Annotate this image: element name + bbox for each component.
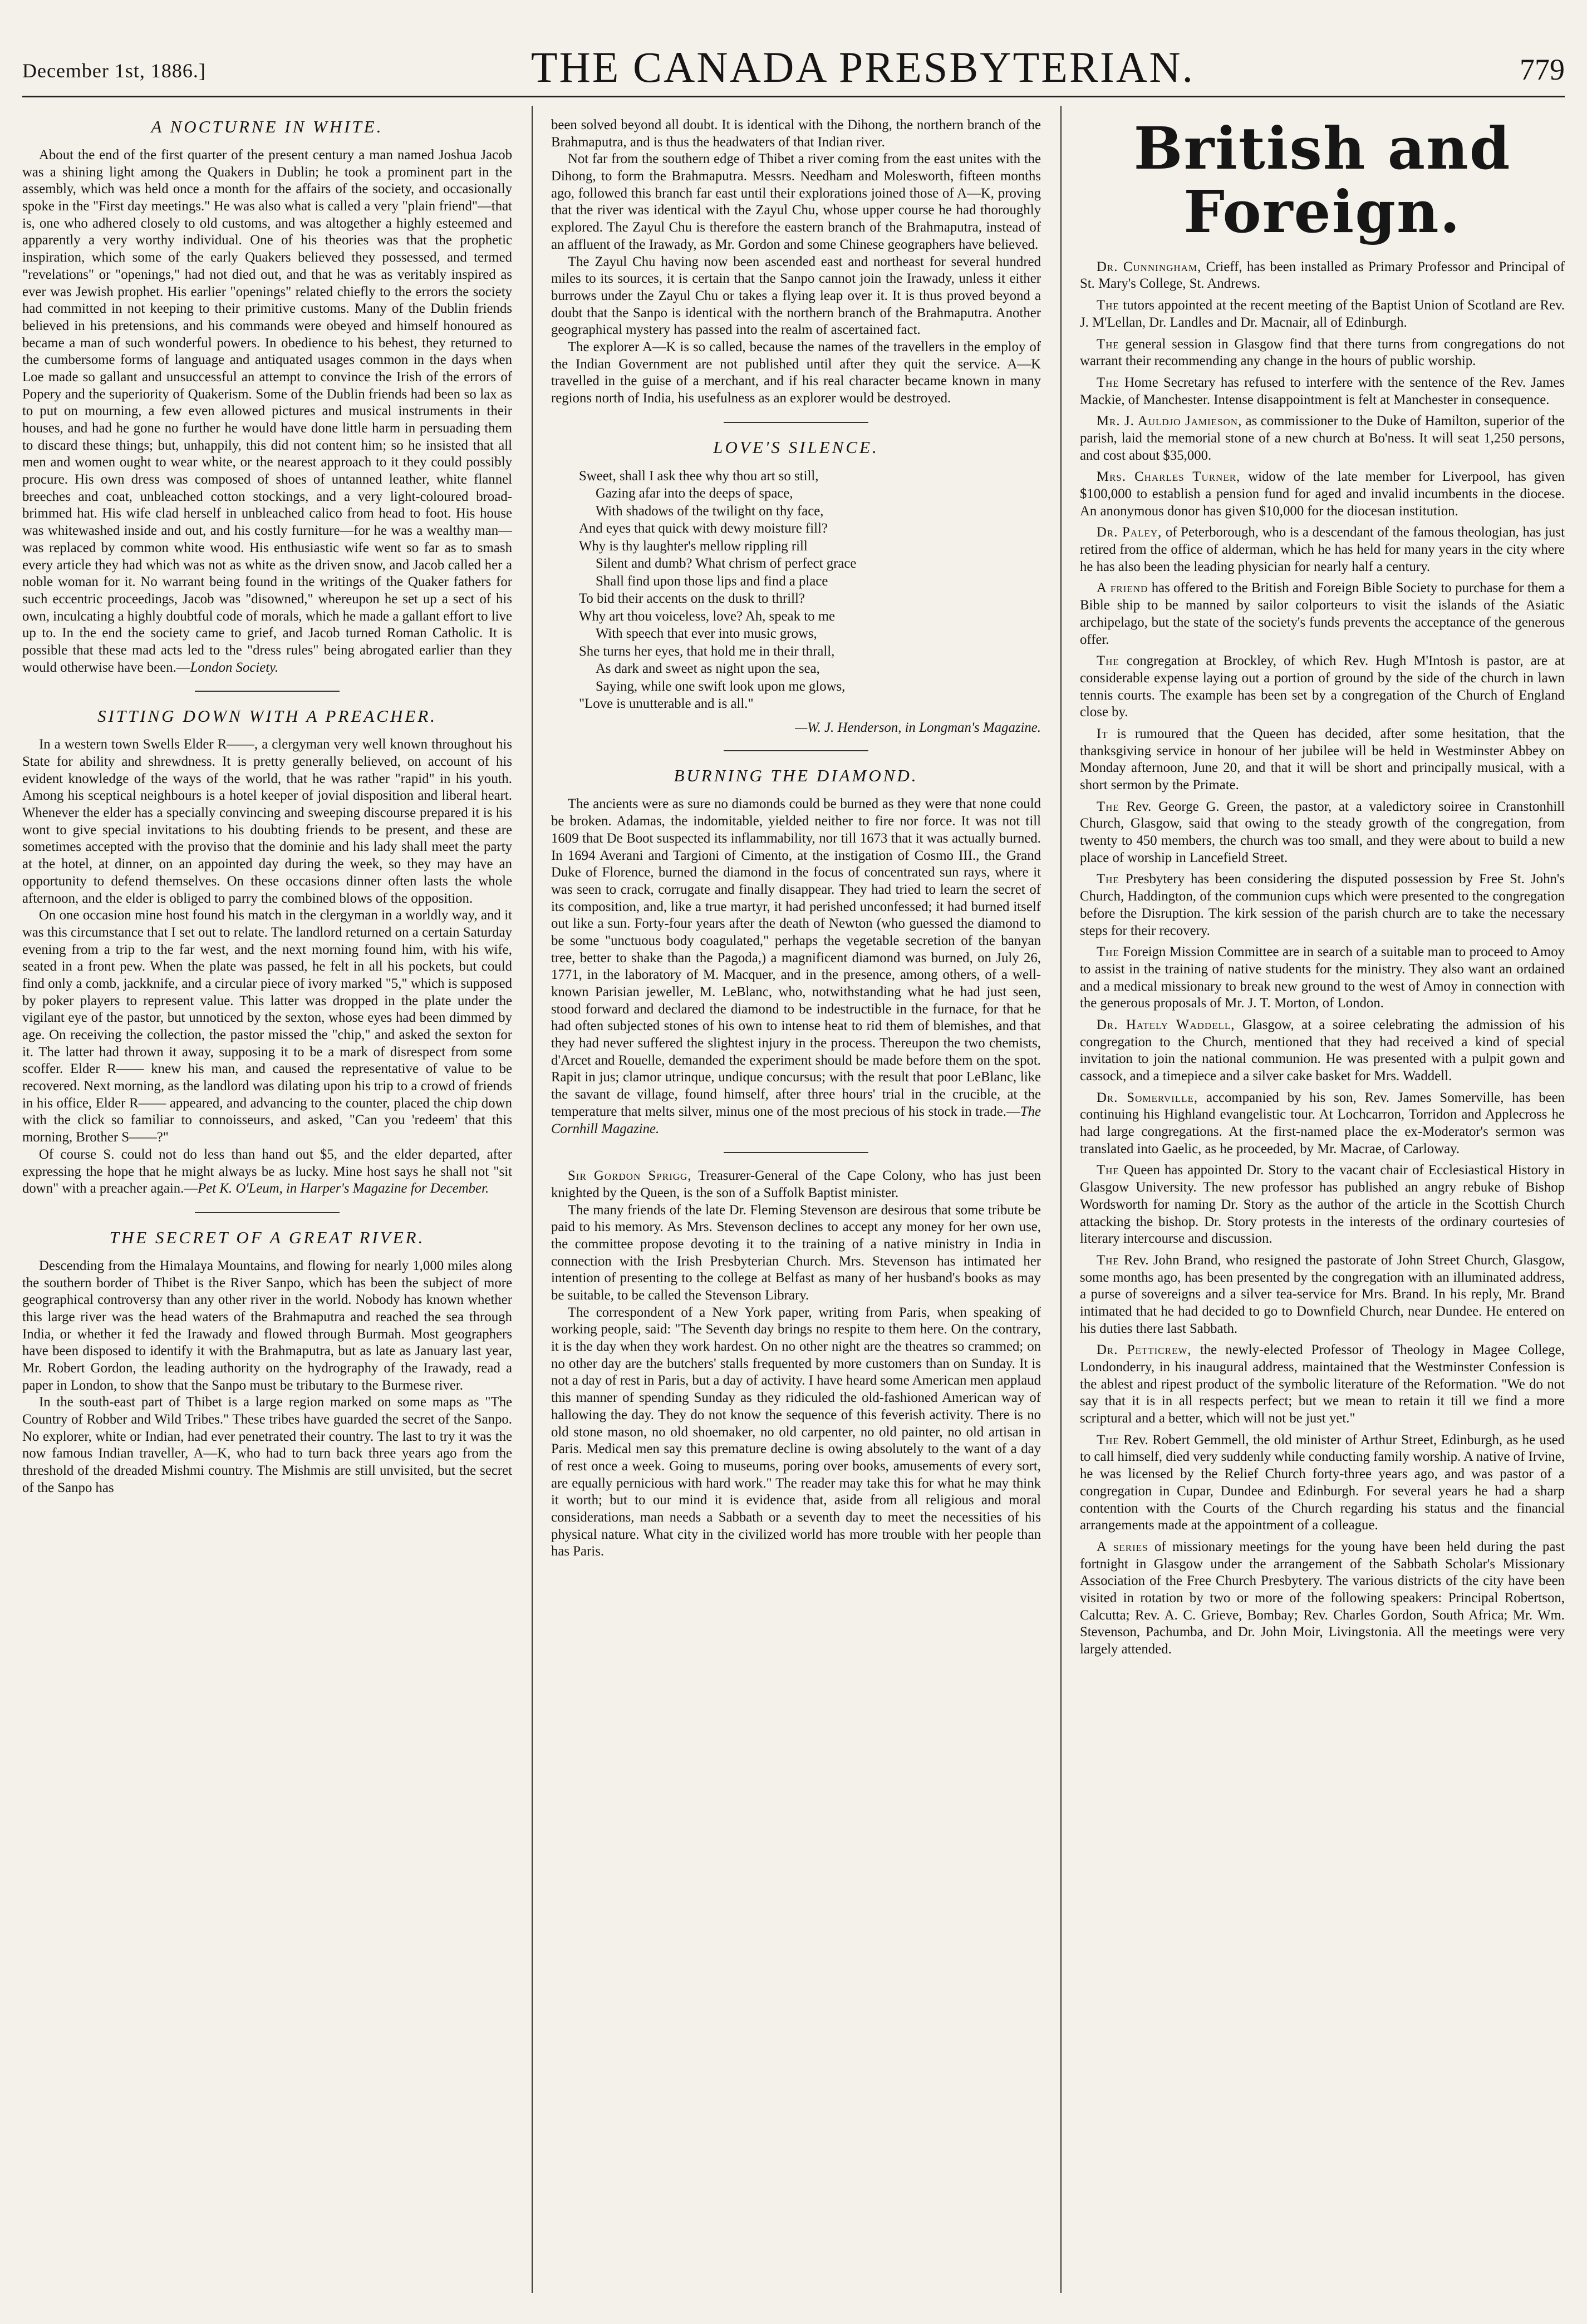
poem-line: With shadows of the twilight on thy face, [596,503,824,519]
article-paragraph [551,796,1041,1138]
article-source: London Society. [190,659,279,675]
column-3 [1080,117,1565,2287]
paragraph-text: Of course S. could not do less than hand out $5, and the elder departed, after expressing the hope that he might always be as lucky. Mine host says he shall not "sit down" with a preacher again.— [22,1146,512,1197]
newspaper-title: THE CANADA PRESBYTERIAN. [530,43,1195,91]
article-divider [195,691,340,692]
news-item [1080,1539,1565,1658]
news-item-lead: Dr. Somerville, [1097,1090,1198,1105]
article-paragraph: Not far from the southern edge of Thibet a river coming from the east unites with the Dihong, to form the Brahmaputra. Messrs. Needham and Molesworth, fifteen months ago, followed this branch far east until their explorations joined those of A—K, proving that the river was identical with the Zayul Chu, whose upper course he had thoroughly explored. The Zayul Chu is therefore the eastern branch of the Brahmaputra, instead of an affluent of the Irawady, as Mr. Gordon and some Chinese geographers have believed. [551,151,1041,252]
news-item [1080,1090,1565,1158]
poem [579,467,1041,713]
poem-line: With speech that ever into music grows, [596,626,817,642]
news-item [1080,726,1565,794]
news-item-lead: The [1097,944,1119,960]
article-paragraph: In the south-east part of Thibet is a large region marked on some maps as "The Country of Robber and Wild Tribes." These tribes have guarded the secret of the Sanpo. No explorer, white or Indian, had ever penetrated their country. The last to try it was the now famous Indian traveller, A—K, who had to turn back three years ago from the threshold of the dreaded Mishmi country. The Mishmis are still unvisited, but the secret of the Sanpo has [22,1395,512,1495]
paragraph-text: has offered to the British and Foreign Bible Society to purchase for them a Bible ship to be manned by sailor colporteurs to visit the islands of the Asiatic archipelago, but the state of the society's funds prevents the acceptance of the generous offer. [1080,580,1565,647]
article-divider [724,750,868,751]
column-rule [1060,106,1062,2293]
poem-line: She turns her eyes, that hold me in their thrall, [579,643,835,659]
poem-heading: LOVE'S SILENCE. [713,437,879,457]
poem-line: Sweet, shall I ask thee why thou art so still, [579,468,819,484]
paragraph-text: is rumoured that the Queen has decided, after some hesitation, that the thanksgiving service in honour of her jubilee will be held in Westminster Abbey on Monday afternoon, June 20, and that it will be short and principally musical, with a short sermon by the Primate. [1080,726,1565,793]
section-heading: British and Foreign. [1133,117,1511,247]
news-item-lead: The [1097,1163,1119,1178]
article-paragraph [22,1146,512,1198]
article-divider [724,422,868,423]
paragraph-text: Rev. Robert Gemmell, the old minister of Arthur Street, Edinburgh, as he used to call himself, died very suddenly while conducting family worship. A native of Irvine, he was licensed by the Relief Church forty-three years ago, and was pastor of a congregation in Cupar, Dundee and Edinburgh. For several years he had a sharp contention with the Courts of the Church regarding his status and the financial arrangements made at the appointment of a colleague. [1080,1432,1565,1533]
news-item: The many friends of the late Dr. Fleming Stevenson are desirous that some tribute be paid to his memory. As Mrs. Stevenson declines to accept any money for her own use, the committee propose devoting it to the training of a native ministry in India in connection with the Irish Presbyterian Church. Mrs. Stevenson has intimated her intention of presenting to the college at Belfast as many of her husband's books as may be suitable, to be called the Stevenson Library. [551,1202,1041,1303]
news-item-lead: The [1097,653,1119,669]
poem-line: Gazing afar into the deeps of space, [596,486,793,501]
paragraph-text: tutors appointed at the recent meeting of the Baptist Union of Scotland are Rev. J. M'Lellan, Dr. Landles and Dr. Macnair, all of Edinburgh. [1080,298,1565,330]
paragraph-text: Rev. John Brand, who resigned the pastorate of John Street Church, Glasgow, some months ago, has been presented by the congregation with an illuminated address, a purse of sovereigns and a silver tea-service for Mrs. Brand. In his reply, Mr. Brand intimated that he had decided to go to Downfield Church, near Dundee. He entered on his duties there last Sabbath. [1080,1252,1565,1336]
issue-date: December 1st, 1886.] [22,60,206,82]
article-heading: SITTING DOWN WITH A PREACHER. [97,706,437,726]
news-item [1080,297,1565,331]
column-rule [532,106,533,2293]
poem-line: Why art thou voiceless, love? Ah, speak to me [579,608,836,624]
news-item [1080,871,1565,939]
poem-line: To bid their accents on the dusk to thrill? [579,591,805,607]
news-item [1080,799,1565,867]
news-item [1080,469,1565,520]
paragraph-text: congregation at Brockley, of which Rev. Hugh M'Intosh is pastor, are at considerable expense laying out a portion of ground by the side of the church in lawn tennis courts. The example has been set by a congregation of the Church of England close by. [1080,653,1565,720]
paragraph-text: Crieff, has been installed as Primary Professor and Principal of St. Mary's College, St. Andrews. [1080,259,1565,292]
news-items [1080,259,1565,1658]
news-item [1080,336,1565,370]
news-item [1080,375,1565,408]
news-item-lead: The [1097,336,1119,352]
news-item [551,1168,1041,1202]
news-item-lead: A series [1097,1539,1148,1554]
article-paragraph: The Zayul Chu having now been ascended east and northeast for several hundred miles to its sources, it is certain that the Sanpo cannot join the Irawady, unless it either burrows under the Zayul Chu or takes a flying leap over it. It is thus proved beyond a doubt that the Sanpo is identical with the northern branch of the Brahmaputra. Another geographical mystery has passed into the realm of ascertained fact. [551,254,1041,338]
article-source: Pet K. O'Leum, in Harper's Magazine for December. [198,1181,489,1197]
article-heading: A NOCTURNE IN WHITE. [151,117,384,136]
news-item [1080,944,1565,1012]
news-item-lead: The [1097,298,1119,313]
article-paragraph [22,147,512,676]
news-item-lead: Dr. Petticrew, [1097,1342,1192,1358]
paragraph-text: Queen has appointed Dr. Story to the vacant chair of Ecclesiastical History in Glasgow University. The new professor has published an angry rebuke of Bishop Wordsworth for naming Dr. Story as the author of the article in the Scottish Church attacking the bishop. Dr. Story protests in the interests of the ordinary courtesies of literary intercourse and discussion. [1080,1163,1565,1247]
paragraph-text: Glasgow, at a soiree celebrating the admission of his congregation to the Church, mentioned that they had received a kind of special invitation to join the national communion. He was presented with a pulpit gown and cassock, and a timepiece and a silver cake basket for Mrs. Waddell. [1080,1017,1565,1084]
news-item-lead: Dr. Paley, [1097,525,1162,540]
paragraph-text: Foreign Mission Committee are in search of a suitable man to proceed to Amoy to assist in the training of native students for the ministry. They also want an ordained and a medical missionary to break new ground to the west of Amoy in connection with the generous proposals of Mr. J. T. Morton, of London. [1080,944,1565,1011]
paragraph-text: Presbytery has been considering the disputed possession by Free St. John's Church, Haddington, of the communion cups which were presented to the congregation before the Disruption. The kirk session of the parish church are to take the necessary steps for their recovery. [1080,872,1565,938]
column-1 [22,117,512,2287]
article-source: The Cornhill Magazine. [551,1104,1041,1136]
page-number: 779 [1519,53,1565,86]
poem-line: Why is thy laughter's mellow rippling rill [579,538,808,554]
news-item: The correspondent of a New York paper, writing from Paris, when speaking of working people, said: "The Seventh day brings no respite to them here. On the contrary, it is the day when they work hardest. On no other night are the theatres so crammed; on no other day are the butchers' stalls frequented by more customers than on Sunday. It is not a day of rest in Paris, but a day of activity. I have heard some American men applaud this manner of spending Sunday as they ridiculed the old-fashioned American way of hallowing the day. They do not know the sequence of this feverish activity. There is no old stone mason, no old shoemaker, no old carpenter, no old painter, no old artisan in Paris. Medical men say this premature decline is owing absolutely to the want of a day of rest once a week. Going to museums, poring over books, amusements of every sort, are equally pernicious with hard work." The reader may take this for what he may think it worth; but to our mind it is evidence that, aside from all religious and moral considerations, man needs a Sabbath or a seventh day to meet the necessities of his physical nature. What city in the civilized world has more trouble with her people than has Paris. [551,1304,1041,1559]
news-item-lead: Dr. Cunningham, [1097,259,1202,274]
news-item-lead: The [1097,1252,1119,1268]
news-item [1080,524,1565,575]
news-item-lead: Mr. J. Auldjo Jamieson, [1097,413,1242,429]
poem-line: Saying, while one swift look upon me glows, [596,678,846,694]
news-item-lead: Sir Gordon Sprigg, [568,1168,692,1184]
news-item [1080,1252,1565,1337]
paragraph-text: Home Secretary has refused to interfere with the sentence of the Rev. James Mackie, of Manchester. Intense disappointment is felt at Manchester in consequence. [1080,375,1565,407]
news-item [1080,259,1565,293]
news-item-lead: The [1097,799,1119,814]
poem-line: "Love is unutterable and is all." [579,696,754,711]
news-item [1080,1342,1565,1427]
newspaper-page [22,22,1565,2302]
news-item-lead: The [1097,872,1119,887]
column-2 [551,117,1041,2287]
paragraph-text: accompanied by his son, Rev. James Somerville, has been continuing his Highland evangelistic tour. At Lochcarron, Torridon and Applecross he had large congregations. At the first-named place the ex-Moderator's sermon was translated into Gaelic, as he proceeded, by Mr. Macrae, of Carloway. [1080,1090,1565,1156]
article-paragraph: been solved beyond all doubt. It is identical with the Dihong, the northern branch of the Brahmaputra, and is thus the headwaters of that Indian river. [551,117,1041,150]
news-item [1080,580,1565,648]
news-item-lead: It [1097,726,1108,741]
news-item [1080,1017,1565,1085]
paragraph-text: The ancients were as sure no diamonds could be burned as they were that none could be broken. Adamas, the indomitable, yielded neither to fire nor force. It was not till 1609 that De Boot suspected its inflammability, nor till 1673 that it was actually burned. In 1694 Averani and Targioni of Cimento, at the instigation of Cosmo III., the Grand Duke of Florence, burned the diamond in the focus of concentrated sun rays, where it was seen to crack, corrugate and finally disappear. They had tried to learn the secret of its composition, and, like a true martyr, it had perished unconfessed; it had burned itself out like a sun. Forty-four years after the death of Newton (who guessed the diamond to be some "unctuous body coagulated," perhaps the vegetable secretion of the banyan tree, better to shake than the Pagoda,) a magnificent diamond was burned, on July 26, 1771, in the laboratory of M. Macquer, and in the presence, among others, of a well-known Parisian jeweller, M. LeBlanc, who, notwithstanding what he had just seen, stood forward and declared the diamond to be indestructible in the furnace, for that he had often subjected stones of his own to intense heat to rid them of blemishes, and that they had never suffered the slightest injury in the process. Thereupon the two chemists, d'Arcet and Rouelle, demanded the experiment should be made before them on the spot. Rapit in jus; clamor utrinque, undique concursus; with the result that poor LeBlanc, like the savant de village, found himself, after three hours' trial in the crucible, at the temperature that melts silver, minus one of the most precious of his stock in trade.— [551,796,1041,1119]
paragraph-text: the newly-elected Professor of Theology in Magee College, Londonderry, in his inaugural address, maintained that the Westminster Confession is the ablest and ripest product of the symbolic literature of the Reformation. "We do not say that it is in all respects perfect; but we mean to retain it till we find a more scriptural and a better, which will not be just yet." [1080,1342,1565,1426]
news-item [1080,1432,1565,1534]
article-paragraph: The explorer A—K is so called, because the names of the travellers in the employ of the Indian Government are not published until after they quit the service. A—K travelled in the guise of a merchant, and if his real character became known in many regions north of India, his usefulness as an explorer would be destroyed. [551,339,1041,406]
news-item-lead: Mrs. Charles Turner, [1097,469,1241,485]
news-item-lead: The [1097,375,1119,390]
poem-line: Silent and dumb? What chrism of perfect grace [596,556,857,572]
poem-attribution: —W. J. Henderson, in Longman's Magazine. [795,720,1041,736]
poem-line: And eyes that quick with dewy moisture fill? [579,521,828,536]
paragraph-text: of missionary meetings for the young have been held during the past fortnight in Glasgow under the arrangement of the Sabbath Scholar's Missionary Association of the Free Church Presbytery. The various districts of the city have been visited in rotation by two or more of the following speakers: Principal Robertson, Calcutta; Rev. A. C. Grieve, Bombay; Rev. Charles Gordon, South Africa; Mr. Wm. Stevenson, Pachumba, and Dr. John Moir, Livingstonia. All the meetings were very largely attended. [1080,1539,1565,1657]
news-item [1080,1162,1565,1247]
news-item-lead: A friend [1097,580,1148,596]
paragraph-text: About the end of the first quarter of the present century a man named Joshua Jacob was a shining light among the Quakers in Dublin; he took a prominent part in the assembly, which was held once a month for the affairs of the society, and occasionally spoke in the "First day meetings." He was also what is called a very "plain friend"—that is, one who adhered closely to old customs, and was altogether a highly esteemed and apparently a very worthy individual. One of his theories was that the prophetic inspiration, which some of the early Quakers believed they possessed, and termed "revelations" or "openings," had not died out, and that he was as veritably inspired as ever was Jewish prophet. His earlier "openings" related chiefly to the errors the society had committed in not keeping to their primitive customs. Many of the Dublin friends believed in his pretensions, and his commands were obeyed and himself honoured as became a man of such wonderful powers. In obedience to his behest, they returned to the cumbersome forms of language and antiquated usages common in the days when Loe made so gallant and unsuccessful an attempt to convince the Irish of the errors of Popery and the superiority of Quakerism. Some of the Dublin friends had been so lax as to put on mourning, a few even allowed pictures and musical instruments in their houses, and had he gone no further he would have done little harm in persuading them to discard these things; but, unhappily, this did not content him; so he insisted that all men and women ought to wear white, or the nearest approach to it they could possibly procure. His own dress was composed of shoes of untanned leather, white flannel breeches and coat, unbleached cotton stockings, and a very light-coloured broad-brimmed hat. His wife clad herself in unbleached calico from head to foot. His house was whitewashed inside and out, and his costly furniture—for he was a wealthy man—was replaced by common white wood. His enthusiastic wife went so far as to smash every article they had which was not as white as the driven snow, and Jacob called her a noble woman for it. No warrant being found in the writings of the Quaker fathers for such eccentric proceedings, Jacob was "disowned," whereupon he set up a sect of his own, inculcating a highly doubtful code of morals, which he made a gallant effort to live up to. In the end the society came to grief, and Jacob turned Roman Catholic. It is possible that these mad acts led to the "dress rules" being abrogated earlier than they would otherwise have been.— [22,147,512,675]
paragraph-text: general session in Glasgow find that there turns from congregations do not warrant their recommending any change in the hours of public worship. [1080,336,1565,369]
news-item [1080,653,1565,721]
paragraph-text: as commissioner to the Duke of Hamilton, superior of the parish, laid the memorial stone of a new church at Bo'ness. It will seat 1,250 persons, and cost about $35,000. [1080,413,1565,463]
article-heading: BURNING THE DIAMOND. [674,766,918,786]
news-item-lead: The [1097,1432,1119,1447]
article-heading: THE SECRET OF A GREAT RIVER. [109,1227,425,1247]
paragraph-text: of Peterborough, who is a descendant of the famous theologian, has just retired from the office of alderman, which he has held for many years in the city where he has also been the leading physician for nearly half a century. [1080,525,1565,574]
article-paragraph: Descending from the Himalaya Mountains, and flowing for nearly 1,000 miles along the southern border of Thibet is the River Sanpo, which has been the subject of more geographical controversy than any other river in the world. Nobody has known whether this large river was the head waters of the Brahmaputra and reached the sea through India, or whether it fed the Irawady and flowed through Burmah. Most geographers have been disposed to identify it with the Brahmaputra, but as late as January last year, Mr. Robert Gordon, the leading authority on the hydrography of the Irawady, read a paper in London, to show that the Sanpo must be tributary to the Burmese river. [22,1258,512,1393]
poem-line: As dark and sweet as night upon the sea, [596,661,820,677]
article-divider [195,1212,340,1213]
news-item-lead: Dr. Hately Waddell, [1097,1017,1235,1032]
article-paragraph: On one occasion mine host found his match in the clergyman in a worldly way, and it was this circumstance that I set out to relate. The landlord returned on a certain Saturday evening from a trip to the far west, and the next morning found him, with his wife, seated in a front pew. When the plate was passed, he felt in all his pockets, but could find only a comb, jackknife, and a circular piece of ivory marked "5," which is supposed by poker players to represent value. This latter was dropped in the plate under the vigilant eye of the pastor, but unnoticed by the sexton, whose eyes had been dimmed by age. On receiving the collection, the pastor missed the "chip," and asked the sexton for it. The latter had thrown it away, supposing it to be a mark of disrespect from some scoffer. Elder R—— knew his man, and caused the representative of value to be recovered. Next morning, as the landlord was dilating upon his trip to a crowd of friends in his office, Elder R—— appeared, and advancing to the counter, placed the chip down with the click so familiar to connoisseurs, and asked, "Can you 'redeem' that this morning, Brother S——?" [22,908,512,1145]
masthead [22,22,1565,89]
paragraph-text: Rev. George G. Green, the pastor, at a valedictory soiree in Cranstonhill Church, Glasgow, said that owing to the steady growth of the congregation, from twenty to 450 members, the church was too small, and they were about to build a new place of worship in Lancefield Street. [1080,799,1565,865]
article-paragraph: In a western town Swells Elder R——, a clergyman very well known throughout his State for ability and shrewdness. It is pretty generally believed, on account of his evident knowledge of the ways of the world, that he was rather "rapid" in his youth. Among his sceptical neighbours is a hotel keeper of jovial disposition and liberal heart. Whenever the elder has a specially convincing and sweeping discourse prepared it is his wont to give special invitations to his doubting friends to be present, and these are sometimes accepted with the proviso that the dominie and his lady shall meet the party at the hotel, at dinner, on an appointed day during the week, so they may have an opportunity to defend themselves. On these occasions dinner often lasts the whole afternoon, and the elder is obliged to parry the combined blows of the opposition. [22,737,512,906]
paragraph-text: Treasurer-General of the Cape Colony, who has just been knighted by the Queen, is the son of a Suffolk Baptist minister. [551,1168,1041,1200]
masthead-rule [22,96,1565,97]
news-item [1080,413,1565,464]
article-divider [724,1152,868,1153]
paragraph-text: widow of the late member for Liverpool, has given $100,000 to establish a pension fund for aged and invalid incumbents in the diocese. An anonymous donor has given $10,000 for the diocesan institution. [1080,469,1565,519]
poem-line: Shall find upon those lips and find a place [596,573,828,589]
